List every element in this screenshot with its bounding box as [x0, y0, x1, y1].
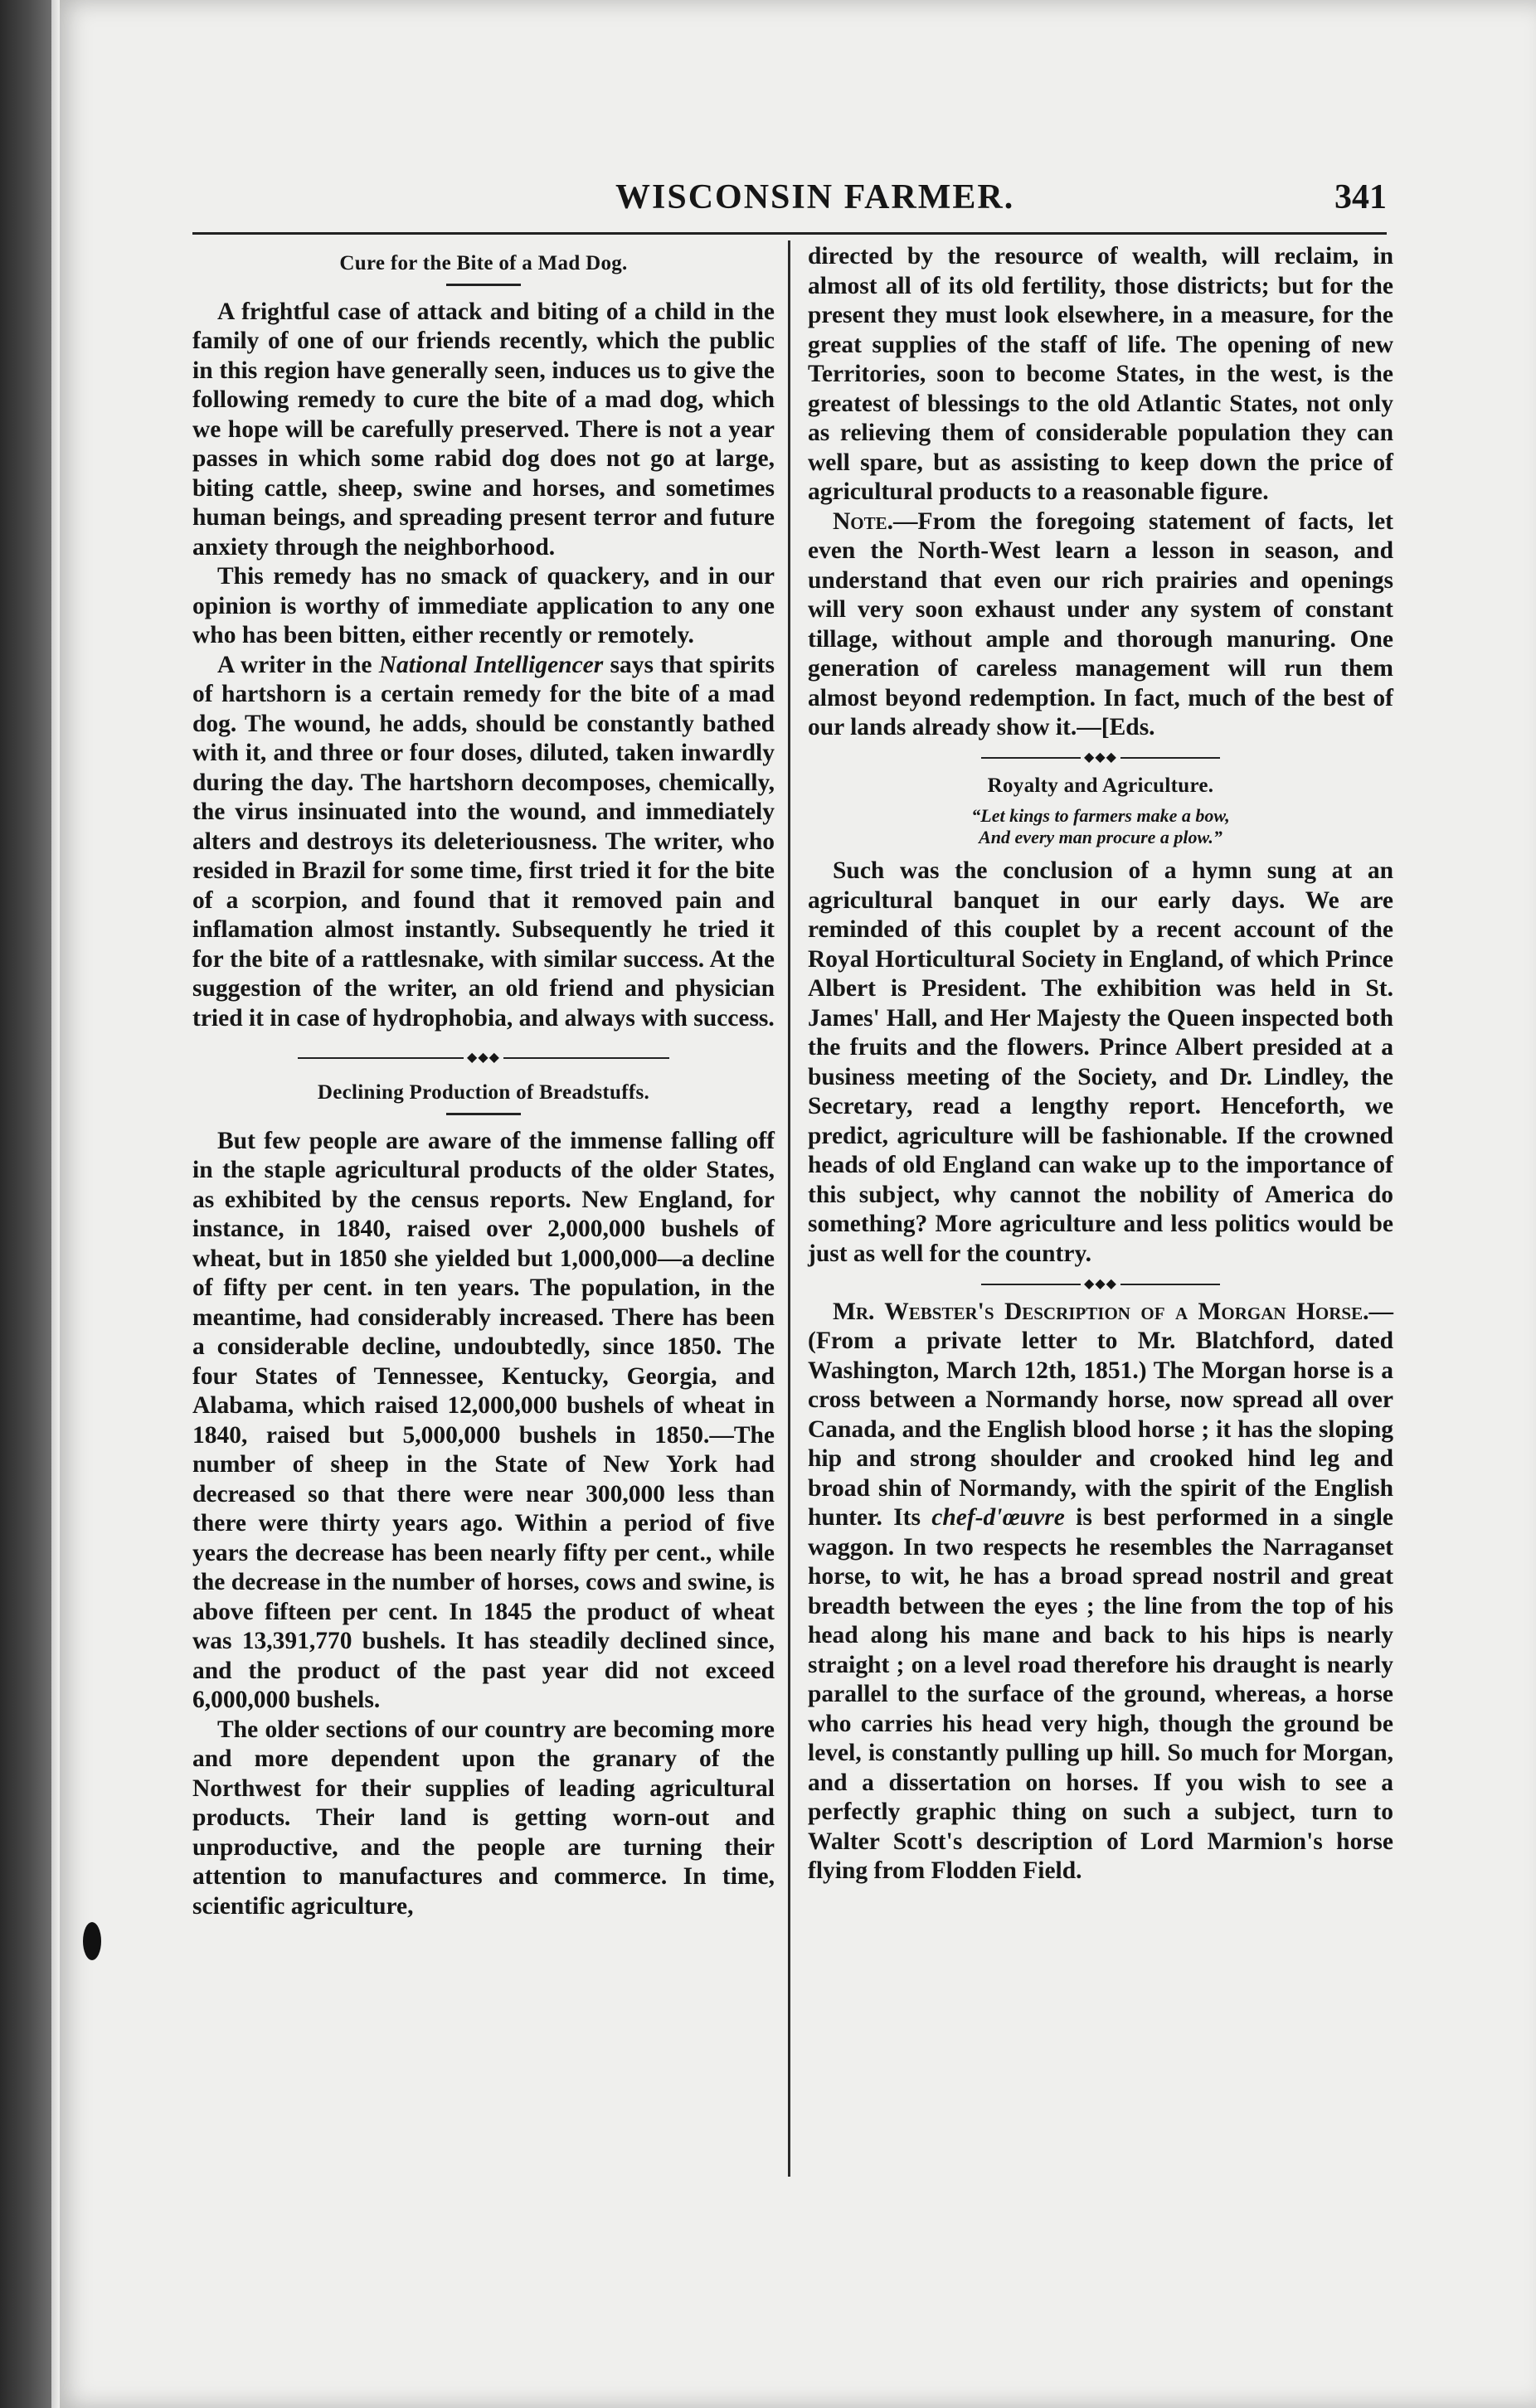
verse-line: “Let kings to farmers make a bow, [971, 805, 1230, 827]
page-number: 341 [1334, 178, 1387, 216]
paragraph: This remedy has no smack of quackery, and in our opinion is worthy of immediate application to any one who has been bitten, either recently or remotely. [192, 563, 775, 648]
right-column [808, 242, 1393, 1886]
column-divider [788, 240, 790, 2177]
title-rule [446, 284, 521, 286]
article-title-royalty: Royalty and Agriculture. [987, 774, 1214, 797]
foreign-phrase: chef-d'œuvre [931, 1504, 1065, 1532]
editor-note: Note.—From the foregoing statement of facts, let even the North-West learn a lesson in season, and understand that even our rich prairies and openings will very soon exhaust under any system of constant tillage, without ample and thorough manuring. One generation of careless management will run them almost beyond redemption. In fact, much of the best of our lands already show it.—[Eds. [808, 507, 1393, 740]
paragraph-continued: directed by the resource of wealth, will reclaim, in almost all of its old fertility, those districts; but for the present they must look elsewhere, in a measure, for the great supplies of the staff of life. The opening of new Territories, soon to become States, in the west, is the greatest of blessings to the old Atlantic States, not only as relieving them of considerable population they can well spare, but as assisting to keep down the price of agricultural products to a reasonable figure. [808, 243, 1393, 505]
running-title: WISCONSIN FARMER. [615, 178, 1015, 216]
paragraph: A frightful case of attack and biting of a child in the family of one of our friends recently, which the public in this region have generally seen, induces us to give the following remedy to cure the bite of a mad dog, which we hope will be carefully preserved. There is not a year passes in which some rabid dog does not go at large, biting cattle, sheep, swine and horses, and sometimes human beings, and spreading present terror and future anxiety through the neighborhood. [192, 298, 775, 561]
article-title-mad-dog: Cure for the Bite of a Mad Dog. [339, 252, 628, 274]
section-ornament: ◆◆◆ [192, 1051, 775, 1065]
page-edge [51, 0, 60, 2408]
paragraph: Such was the conclusion of a hymn sung at an agricultural banquet in our early days. We are reminded of this couplet by a recent account of the Royal Horticultural Society in England, of which Prince Albert is President. The exhibition was held in St. James' Hall, and Her Majesty the Queen inspected both the fruits and the flowers. Prince Albert presided at a business meeting of the Society, and Dr. Lindley, the Secretary, read a lengthy report. Henceforth, we predict, agriculture will be fashionable. If the crowned heads of old England can wake up to the importance of this subject, why cannot the nobility of America do something? More agriculture and less politics would be just as well for the country. [808, 857, 1393, 1267]
note-label: Note. [833, 507, 894, 535]
header-rule [192, 232, 1387, 235]
verse-line: And every man procure a plow.” [979, 827, 1222, 848]
book-gutter [0, 0, 51, 2408]
paragraph: The older sections of our country are becoming more and more dependent upon the granary of the Northwest for their supplies of leading agricultural products. Their land is getting worn-out and unproductive, and the people are turning their attention to manufactures and commerce. In time, scientific agriculture, [192, 1716, 775, 1920]
paragraph: A writer in the National Intelligencer says that spirits of hartshorn is a certain remedy for the bite of a mad dog. The wound, he adds, should be constantly bathed with it, and three or four doses, diluted, taken inwardly during the day. The hartshorn decomposes, chemically, the virus insinuated into the wound, and immediately alters and destroys its deleteriousness. The writer, who resided in Brazil for some time, first tried it for the bite of a scorpion, and found that it removed pain and inflamation almost instantly. Subsequently he tried it for the bite of a rattlesnake, with similar success. At the suggestion of the writer, an old friend and physician tried it in case of hydrophobia, and always with success. [192, 651, 775, 1032]
article-title-webster: Mr. Webster's Description of a Morgan Horse. [833, 1298, 1369, 1325]
left-column [192, 242, 775, 1921]
paragraph: Mr. Webster's Description of a Morgan Horse.—(From a private letter to Mr. Blatchford, dated Washington, March 12th, 1851.) The Morgan horse is a cross between a Normandy horse, now spread all over Canada, and the English blood horse ; it has the sloping hip and strong shoulder and crooked hind leg and broad shin of Normandy, with the spirit of the English hunter. Its chef-d'œuvre is best performed in a single waggon. In two respects he resembles the Narraganset horse, to wit, he has a broad spread nostril and great breadth between the eyes ; the line from the top of his head along his mane and back to his hips is nearly straight ; on a level road therefore his draught is nearly parallel to the surface of the ground, whereas, a horse who carries his head very high, though the ground be level, is constantly pulling up hill. So much for Morgan, and a dissertation on horses. If you wish to see a perfectly graphic thing on such a subject, turn to Walter Scott's description of Lord Marmion's horse flying from Flodden Field. [808, 1298, 1393, 1885]
article-title-breadstuffs: Declining Production of Breadstuffs. [317, 1081, 650, 1104]
page-header [192, 177, 1387, 227]
section-ornament: ◆◆◆ [808, 751, 1393, 765]
section-ornament: ◆◆◆ [808, 1277, 1393, 1290]
ink-blot [83, 1922, 101, 1960]
paragraph: But few people are aware of the immense falling off in the staple agricultural products of the older States, as exhibited by the census reports. New England, for instance, in 1840, raised over 2,000,000 bushels of wheat, but in 1850 she yielded but 1,000,000—a decline of fifty per cent. in ten years. The population, in the meantime, had considerably increased. There has been a considerable decline, undoubtedly, since 1850. The four States of Tennessee, Kentucky, Georgia, and Alabama, which raised 12,000,000 bushels of wheat in 1840, raised but 5,000,000 bushels in 1850.—The number of sheep in the State of New York had decreased so that there were near 300,000 less than there were thirty years ago. Within a period of five years the decrease has been nearly fifty per cent., while the decrease in the number of horses, cows and swine, is above fifteen per cent. In 1845 the product of wheat was 13,391,770 bushels. It has steadily declined since, and the product of the past year did not exceed 6,000,000 bushels. [192, 1127, 775, 1714]
title-rule [446, 1113, 521, 1115]
verse-couplet [808, 805, 1393, 848]
newspaper-name: National Intelligencer [378, 651, 604, 678]
